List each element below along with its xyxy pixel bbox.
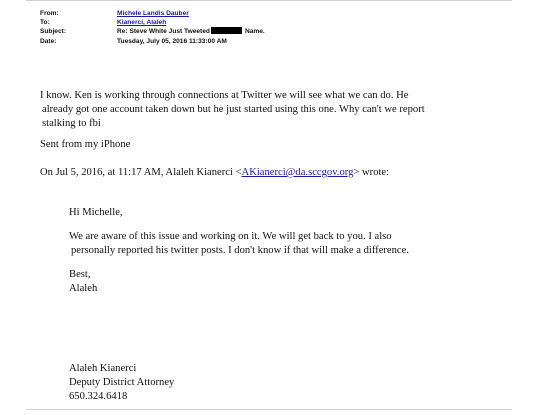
subject-value — [117, 27, 265, 36]
reply-line-3: stalking to fbi — [42, 118, 101, 129]
reply-signature: Sent from my iPhone — [40, 139, 131, 150]
bottom-divider — [26, 409, 512, 410]
signature-name: Alaleh Kianerci — [69, 363, 137, 374]
quote-intro-suffix: > wrote: — [353, 167, 390, 178]
date-value: Tuesday, July 05, 2016 11:33:00 AM — [117, 37, 227, 45]
redaction-block — [211, 27, 242, 34]
to-value[interactable]: Kianerci, Alaleh — [117, 19, 167, 27]
sender-email-link[interactable]: AKianerci@da.sccgov.org — [241, 167, 354, 178]
signature-phone: 650.324.6418 — [69, 391, 128, 402]
quote-intro-prefix: On Jul 5, 2016, at 11:17 AM, Alaleh Kianerci < — [40, 167, 242, 178]
signature-title: Deputy District Attorney — [69, 377, 175, 388]
closing-name: Alaleh — [69, 283, 98, 294]
subject-suffix: Name. — [244, 28, 265, 36]
quoted-closing — [69, 268, 519, 296]
quote-intro — [40, 166, 520, 180]
quoted-signature-block — [69, 362, 519, 404]
date-label: Date: — [40, 37, 57, 45]
quoted-line-1: We are aware of this issue and working on it. We will get back to you. I also — [69, 231, 392, 242]
from-value[interactable]: Michele Landis Dauber — [117, 10, 189, 17]
top-divider — [26, 0, 512, 1]
quoted-greeting: Hi Michelle, — [69, 207, 123, 218]
from-label: From: — [40, 10, 59, 17]
subject-prefix: Re: Steve White Just Tweeted — [117, 28, 210, 36]
reply-line-2: already got one account taken down but he just started using this one. Why can't we report — [42, 104, 425, 115]
to-label: To: — [40, 19, 50, 27]
subject-label: Subject: — [40, 28, 67, 36]
reply-paragraph — [40, 89, 520, 131]
closing-word: Best, — [69, 269, 91, 280]
quoted-line-2: personally reported his twitter posts. I don't know if that will make a difference. — [71, 245, 409, 256]
quoted-paragraph — [69, 230, 519, 258]
reply-line-1: I know. Ken is working through connections at Twitter we will see what we can do. He — [40, 90, 409, 101]
